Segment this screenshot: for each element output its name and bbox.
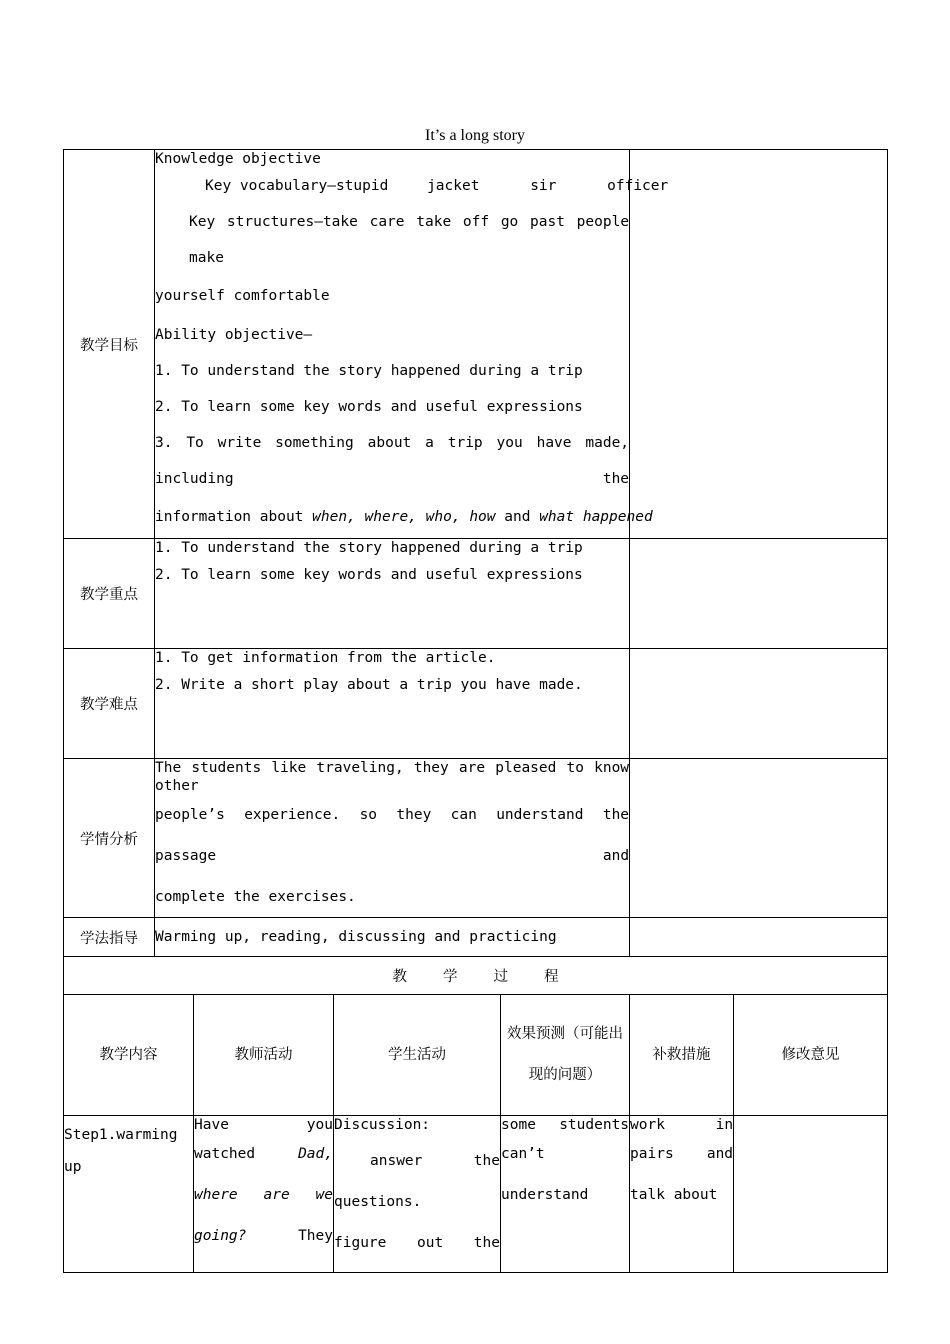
wh-word: when, <box>312 509 356 525</box>
analysis-row <box>64 759 888 918</box>
difficulty-item: 2. Write a short play about a trip you have made. <box>155 677 583 693</box>
objectives-notes <box>630 150 888 539</box>
step1-content <box>64 1116 194 1273</box>
process-heading: 教学过程 <box>64 957 888 995</box>
method-text: Warming up, reading, discussing and practicing <box>155 929 557 945</box>
process-heading-row <box>64 957 888 995</box>
vocab-word: officer <box>607 178 669 194</box>
step1-effect <box>501 1116 630 1273</box>
difficulty-item: 1. To get information from the article. <box>155 650 496 666</box>
key-points-label: 教学重点 <box>64 539 155 649</box>
method-row <box>64 918 888 957</box>
difficulties-notes <box>630 649 888 759</box>
col-header-content: 教学内容 <box>64 995 194 1116</box>
and-word: and <box>504 509 531 525</box>
effect-line: some students <box>501 1117 630 1133</box>
step1-teacher <box>194 1116 334 1273</box>
key-point-item: 2. To learn some key words and useful expressions <box>155 567 583 583</box>
step-label-cont: up <box>64 1159 82 1175</box>
vocab-line <box>155 168 669 204</box>
step1-student <box>334 1116 501 1273</box>
student-line: answer the <box>370 1153 500 1169</box>
wh-word: how <box>469 509 496 525</box>
teacher-word: watched <box>194 1146 256 1162</box>
col-header-effect: 效果预测（可能出现的问题） <box>501 995 630 1116</box>
ability-heading: Ability objective— <box>155 327 313 343</box>
difficulties-label: 教学难点 <box>64 649 155 759</box>
lesson-plan-table <box>63 149 888 1273</box>
step1-row <box>64 1116 888 1273</box>
analysis-line: people’s experience. so they can understand the passage and <box>155 807 630 864</box>
teacher-word-italic: Dad, <box>298 1146 333 1162</box>
effect-line: can’t <box>501 1146 545 1162</box>
objective-item: 2. To learn some key words and useful expressions <box>155 399 583 415</box>
step1-remedy <box>630 1116 734 1273</box>
teacher-line <box>194 1134 333 1175</box>
teacher-line <box>194 1216 333 1257</box>
difficulties-row <box>64 649 888 759</box>
info-prefix: information about <box>155 509 304 525</box>
step1-revision <box>734 1116 888 1273</box>
analysis-line: The students like traveling, they are pleased to know other <box>155 760 630 794</box>
process-header-row <box>64 995 888 1116</box>
what-happened: what happened <box>539 509 653 525</box>
difficulties-content <box>155 649 630 759</box>
analysis-label: 学情分析 <box>64 759 155 918</box>
student-line: figure out the <box>334 1235 500 1251</box>
page-title: It’s a long story <box>425 127 525 144</box>
analysis-notes <box>630 759 888 918</box>
col-header-revision: 修改意见 <box>734 995 888 1116</box>
teacher-word: They <box>298 1228 333 1244</box>
step-label: Step1.warming <box>64 1127 178 1143</box>
key-point-item: 1. To understand the story happened during a trip <box>155 540 583 556</box>
remedy-line: talk about <box>630 1187 718 1203</box>
key-points-content <box>155 539 630 649</box>
col-header-remedy: 补救措施 <box>630 995 734 1116</box>
analysis-line: complete the exercises. <box>155 889 356 905</box>
analysis-content <box>155 759 630 918</box>
vocab-word: jacket <box>427 178 480 194</box>
objectives-content <box>155 150 669 539</box>
objective-item: 1. To understand the story happened during a trip <box>155 363 583 379</box>
vocab-word: sir <box>530 178 557 194</box>
method-notes <box>630 918 888 957</box>
remedy-line: pairs and <box>630 1146 734 1162</box>
key-points-notes <box>630 539 888 649</box>
objective-item-3-line-2 <box>155 497 653 538</box>
wh-word: where, <box>364 509 417 525</box>
col-header-student: 学生活动 <box>334 995 501 1116</box>
key-points-row <box>64 539 888 649</box>
knowledge-heading: Knowledge objective <box>155 151 321 167</box>
teacher-word-italic: going? <box>194 1228 247 1244</box>
structures-line-1: Key structures—take care take off go past people make <box>189 214 630 266</box>
method-label: 学法指导 <box>64 918 155 957</box>
objectives-row <box>64 150 888 539</box>
vocab-prefix: Key vocabulary—stupid <box>205 178 389 194</box>
teacher-line: Have you <box>194 1117 333 1133</box>
objective-item-3-line-1: 3. To write something about a trip you have made, including the <box>155 435 630 487</box>
structures-line-2: yourself comfortable <box>155 288 330 304</box>
student-line: Discussion: <box>334 1117 431 1133</box>
student-line: questions. <box>334 1194 422 1210</box>
remedy-line: work in <box>630 1117 734 1133</box>
wh-word: who, <box>425 509 461 525</box>
method-content <box>155 918 630 957</box>
col-header-teacher: 教师活动 <box>194 995 334 1116</box>
objectives-label: 教学目标 <box>64 150 155 539</box>
teacher-line: where are we <box>194 1187 333 1203</box>
effect-line: understand <box>501 1187 589 1203</box>
